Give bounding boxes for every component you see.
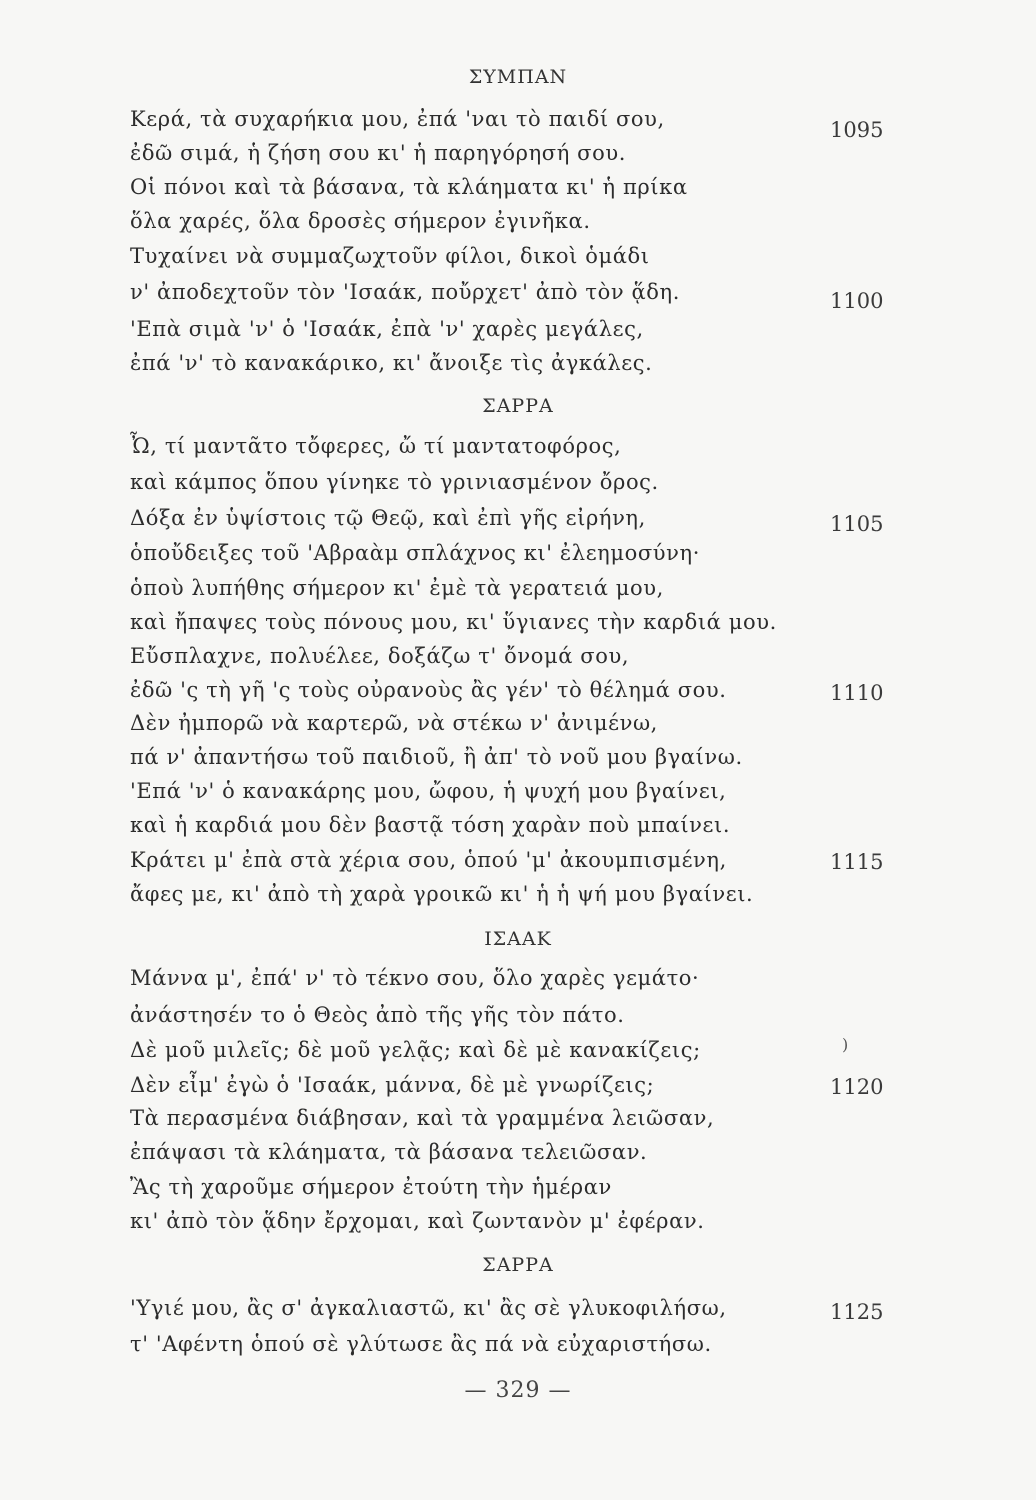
- speaker-heading: ΣΑΡΡΑ: [482, 395, 554, 417]
- verse-line: πά ν' ἀπαντήσω τοῦ παιδιοῦ, ἢ ἀπ' τὸ νοῦ μου βγαίνω.: [130, 745, 743, 769]
- line-number: 1110: [830, 681, 884, 705]
- verse-line: ἐπάψασι τὰ κλάηματα, τὰ βάσανα τελειῶσαν.: [130, 1140, 648, 1164]
- verse-line: καὶ ἡ καρδιά μου δὲν βαστᾷ τόση χαρὰν ποὺ μπαίνει.: [130, 813, 731, 837]
- verse-line: ὁποὔδειξες τοῦ 'Αβραὰμ σπλάχνος κι' ἐλεημοσύνη·: [130, 541, 700, 565]
- verse-line: 'Επὰ σιμὰ 'ν' ὁ 'Ισαάκ, ἐπὰ 'ν' χαρὲς μεγάλες,: [130, 317, 644, 341]
- verse-line: ἀνάστησέν το ὁ Θεὸς ἀπὸ τῆς γῆς τὸν πάτο.: [130, 1003, 625, 1027]
- speaker-heading: ΙΣΑΑΚ: [484, 928, 552, 950]
- verse-line: Δὲ μοῦ μιλεῖς; δὲ μοῦ γελᾷς; καὶ δὲ μὲ κανακίζεις;: [130, 1038, 701, 1062]
- verse-line: ὁποὺ λυπήθης σήμερον κι' ἐμὲ τὰ γερατειά μου,: [130, 576, 664, 600]
- verse-line: Τυχαίνει νὰ συμμαζωχτοῦν φίλοι, δικοὶ ὁμάδι: [130, 244, 650, 268]
- verse-line: ν' ἀποδεχτοῦν τὸν 'Ισαάκ, ποὔρχετ' ἀπὸ τὸν ᾅδη.: [130, 280, 681, 304]
- verse-line: Τὰ περασμένα διάβησαν, καὶ τὰ γραμμένα λειῶσαν,: [130, 1106, 715, 1130]
- verse-line: καὶ κάμπος ὅπου γίνηκε τὸ γρινιασμένον ὄρος.: [130, 470, 659, 494]
- verse-line: ἄφες με, κι' ἀπὸ τὴ χαρὰ γροικῶ κι' ἡ ἡ ψή μου βγαίνει.: [130, 882, 754, 906]
- line-number: 1125: [830, 1300, 884, 1324]
- line-number: 1115: [830, 850, 884, 874]
- verse-line: 'Υγιέ μου, ἂς σ' ἀγκαλιαστῶ, κι' ἂς σὲ γλυκοφιλήσω,: [130, 1296, 727, 1320]
- line-number: 1120: [830, 1075, 884, 1099]
- verse-line: ὅλα χαρές, ὅλα δροσὲς σήμερον ἐγινῆκα.: [130, 209, 591, 233]
- verse-line: καὶ ἤπαψες τοὺς πόνους μου, κι' ὕγιανες τὴν καρδιά μου.: [130, 610, 777, 634]
- verse-line: Δὲν εἶμ' ἐγὼ ὁ 'Ισαάκ, μάννα, δὲ μὲ γνωρίζεις;: [130, 1073, 655, 1097]
- line-number: 1105: [830, 512, 884, 536]
- verse-line: Κράτει μ' ἐπὰ στὰ χέρια σου, ὁπού 'μ' ἀκουμπισμένη,: [130, 848, 727, 872]
- speaker-heading: ΣΑΡΡΑ: [482, 1254, 554, 1276]
- verse-line: Μάννα μ', ἐπά' ν' τὸ τέκνο σου, ὅλο χαρὲς γεμάτο·: [130, 966, 700, 990]
- verse-line: Ὦ, τί μαντᾶτο τὄφερες, ὤ τί μαντατοφόρος,: [130, 434, 622, 458]
- verse-line: 'Επά 'ν' ὁ κανακάρης μου, ὤφου, ἡ ψυχή μου βγαίνει,: [130, 779, 727, 803]
- verse-line: ἐπά 'ν' τὸ κανακάρικο, κι' ἄνοιξε τὶς ἀγκάλες.: [130, 351, 653, 375]
- line-number: 1095: [830, 118, 884, 142]
- verse-line: Οἱ πόνοι καὶ τὰ βάσανα, τὰ κλάηματα κι' ἡ πρίκα: [130, 175, 688, 199]
- speaker-heading: ΣΥΜΠΑΝ: [468, 66, 568, 88]
- verse-line: ἐδῶ 'ς τὴ γῆ 'ς τοὺς οὐρανοὺς ἂς γέν' τὸ θέλημά σου.: [130, 678, 727, 702]
- page-number: — 329 —: [464, 1378, 572, 1403]
- verse-line: Δὲν ἠμπορῶ νὰ καρτερῶ, νὰ στέκω ν' ἀνιμένω,: [130, 711, 658, 735]
- verse-line: κι' ἀπὸ τὸν ᾅδην ἔρχομαι, καὶ ζωντανὸν μ' ἐφέραν.: [130, 1209, 705, 1233]
- verse-line: Δόξα ἐν ὑψίστοις τῷ Θεῷ, καὶ ἐπὶ γῆς εἰρήνη,: [130, 506, 646, 530]
- margin-mark: ): [842, 1035, 849, 1054]
- verse-line: Ἂς τὴ χαροῦμε σήμερον ἐτούτη τὴν ἡμέραν: [130, 1175, 612, 1199]
- verse-line: τ' 'Αφέντη ὁπού σὲ γλύτωσε ἂς πά νὰ εὐχαριστήσω.: [130, 1332, 712, 1356]
- verse-line: ἐδῶ σιμά, ἡ ζήση σου κι' ἡ παρηγόρησή σου.: [130, 141, 626, 165]
- verse-line: Εὔσπλαχνε, πολυέλεε, δοξάζω τ' ὄνομά σου,: [130, 644, 630, 668]
- verse-line: Κερά, τὰ συχαρήκια μου, ἐπά 'ναι τὸ παιδί σου,: [130, 107, 665, 131]
- line-number: 1100: [830, 289, 884, 313]
